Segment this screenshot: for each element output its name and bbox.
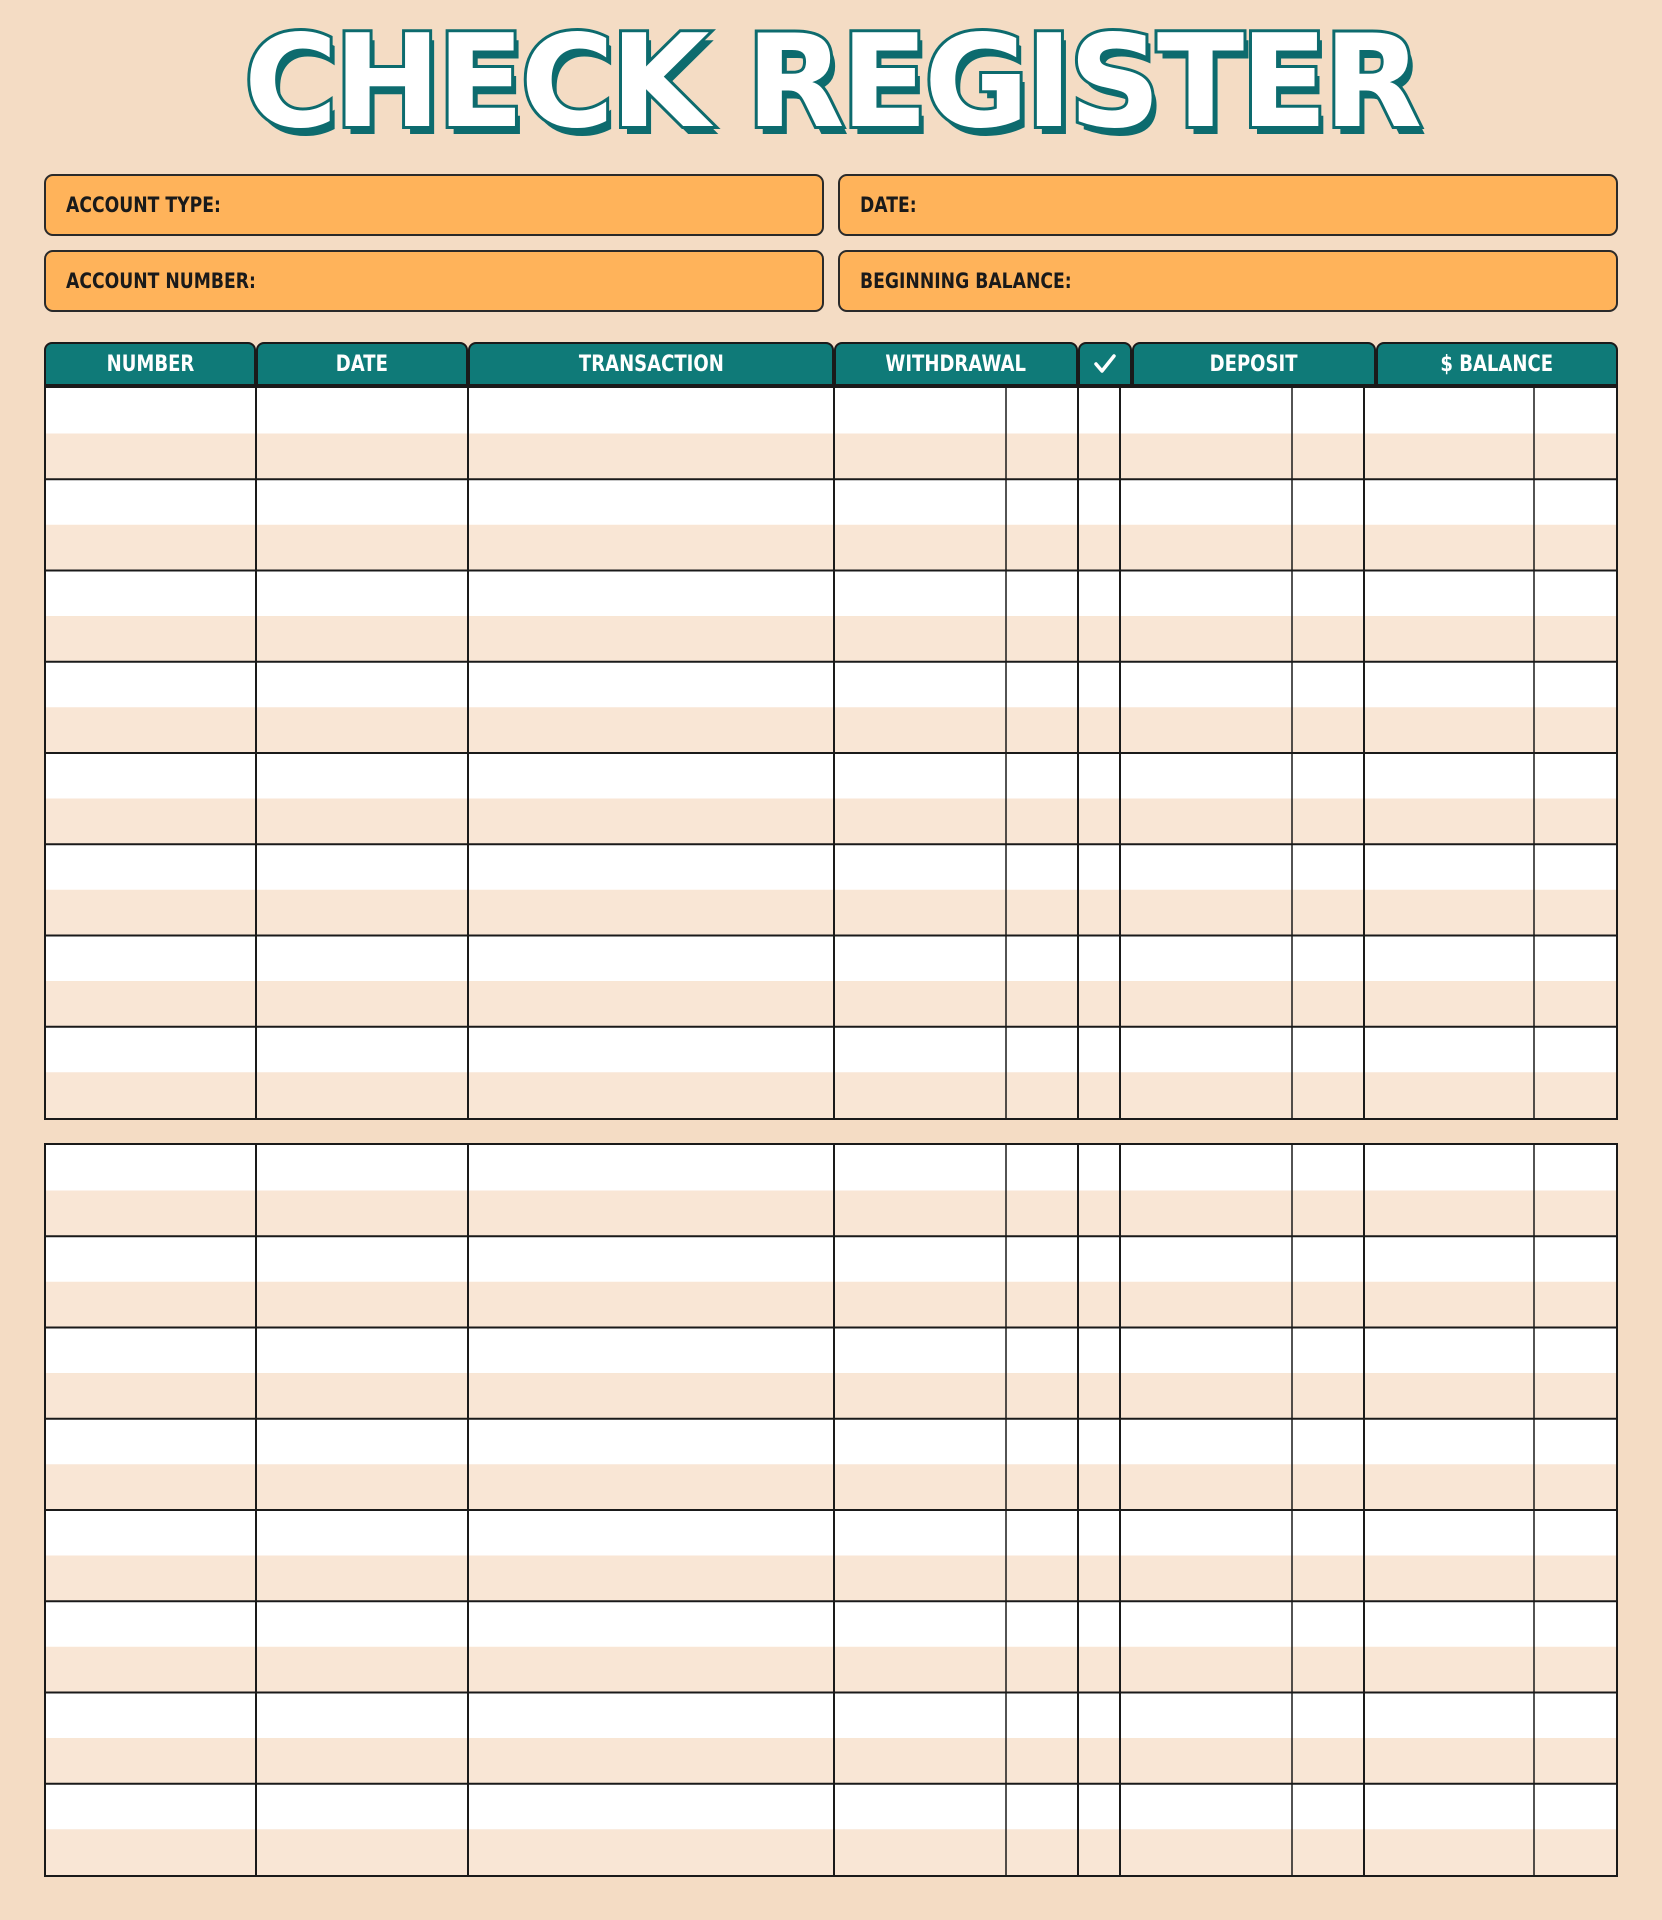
column-header-date-label: DATE <box>335 351 389 377</box>
entry-line-lower[interactable] <box>46 1072 1616 1118</box>
entry-line-lower[interactable] <box>46 434 1616 480</box>
column-header-balance <box>1376 342 1618 386</box>
date-field[interactable] <box>838 174 1618 236</box>
entry-line-upper[interactable] <box>46 662 1616 708</box>
entry-line-upper[interactable] <box>46 479 1616 525</box>
entry-line-upper[interactable] <box>46 571 1616 617</box>
entry-line-upper[interactable] <box>46 936 1616 982</box>
entry-line-lower[interactable] <box>46 981 1616 1027</box>
entry-line-upper[interactable] <box>46 1027 1616 1073</box>
column-header-date <box>256 342 468 386</box>
entry-line-lower[interactable] <box>46 890 1616 936</box>
entry-line-lower[interactable] <box>46 1647 1616 1693</box>
entry-line-lower[interactable] <box>46 1738 1616 1784</box>
entry-line-lower[interactable] <box>46 707 1616 753</box>
column-header-deposit <box>1132 342 1376 386</box>
column-header-number-label: NUMBER <box>106 351 194 377</box>
entry-line-lower[interactable] <box>46 525 1616 571</box>
register-grid-bottom[interactable] <box>46 1145 1616 1875</box>
column-header-transaction <box>468 342 834 386</box>
checkmark-icon <box>1092 351 1118 377</box>
entry-line-upper[interactable] <box>46 844 1616 890</box>
entry-line-lower[interactable] <box>46 1282 1616 1328</box>
column-header-balance-label: $ BALANCE <box>1440 351 1554 377</box>
date-label: DATE: <box>860 193 917 217</box>
column-header-transaction-label: TRANSACTION <box>578 351 724 377</box>
entry-line-lower[interactable] <box>46 799 1616 845</box>
entry-line-upper[interactable] <box>46 1693 1616 1739</box>
register-table-top[interactable] <box>44 386 1618 1120</box>
register-table-bottom[interactable] <box>44 1143 1618 1877</box>
entry-line-lower[interactable] <box>46 616 1616 662</box>
entry-line-lower[interactable] <box>46 1829 1616 1875</box>
entry-line-upper[interactable] <box>46 753 1616 799</box>
account-type-label: ACCOUNT TYPE: <box>66 193 221 217</box>
account-type-field[interactable] <box>44 174 824 236</box>
entry-line-upper[interactable] <box>46 1236 1616 1282</box>
entry-line-upper[interactable] <box>46 1784 1616 1830</box>
entry-line-upper[interactable] <box>46 1601 1616 1647</box>
entry-line-lower[interactable] <box>46 1556 1616 1602</box>
entry-line-lower[interactable] <box>46 1191 1616 1237</box>
entry-line-lower[interactable] <box>46 1464 1616 1510</box>
entry-line-upper[interactable] <box>46 1328 1616 1374</box>
beginning-balance-label: BEGINNING BALANCE: <box>860 269 1072 293</box>
register-grid-top[interactable] <box>46 388 1616 1118</box>
beginning-balance-field[interactable] <box>838 250 1618 312</box>
column-header-number <box>44 342 256 386</box>
entry-line-upper[interactable] <box>46 388 1616 434</box>
account-number-field[interactable] <box>44 250 824 312</box>
column-header-deposit-label: DEPOSIT <box>1210 351 1298 377</box>
page-title: CHECK REGISTER <box>243 8 1419 157</box>
column-header-withdrawal-label: WITHDRAWAL <box>885 351 1027 377</box>
entry-line-lower[interactable] <box>46 1373 1616 1419</box>
entry-line-upper[interactable] <box>46 1145 1616 1191</box>
entry-line-upper[interactable] <box>46 1510 1616 1556</box>
entry-line-upper[interactable] <box>46 1419 1616 1465</box>
column-header-withdrawal <box>834 342 1078 386</box>
account-number-label: ACCOUNT NUMBER: <box>66 269 256 293</box>
column-header-cleared <box>1078 342 1132 386</box>
